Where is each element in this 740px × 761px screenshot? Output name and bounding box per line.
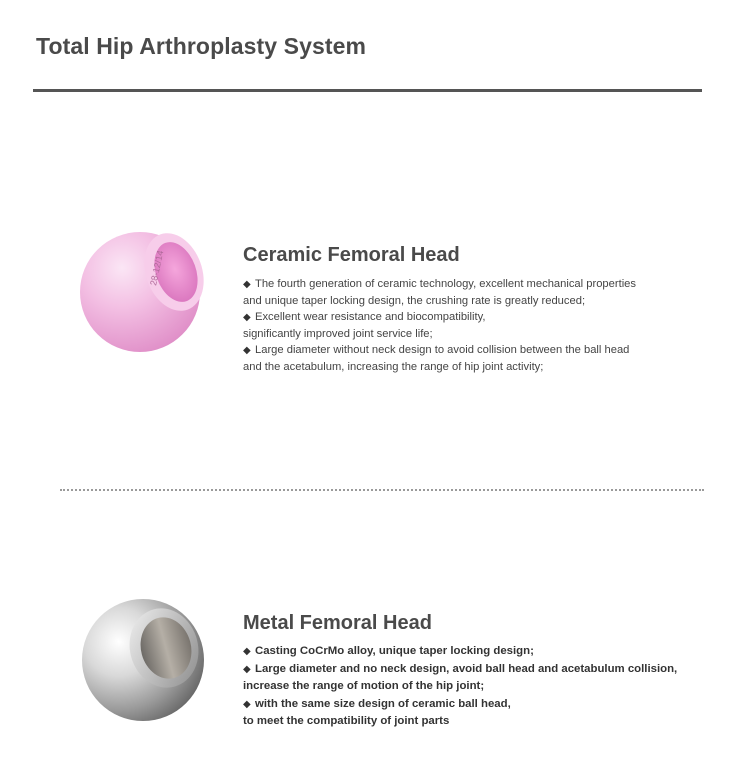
ceramic-engraving: 28-12/14 <box>148 249 166 287</box>
feature-line <box>243 276 693 293</box>
feature-text: Casting CoCrMo alloy, unique taper locking design; <box>255 645 534 657</box>
ceramic-femoral-head-image <box>78 226 206 356</box>
feature-line <box>243 342 693 359</box>
metal-title: Metal Femoral Head <box>243 612 432 634</box>
feature-line <box>243 661 713 679</box>
feature-line <box>243 713 713 731</box>
bullet-icon: ◆ <box>243 663 251 675</box>
feature-line <box>243 643 713 661</box>
feature-text: to meet the compatibility of joint parts <box>243 715 450 727</box>
feature-line <box>243 696 713 714</box>
feature-text: and the acetabulum, increasing the range of hip joint activity; <box>243 361 544 373</box>
feature-line <box>243 309 693 326</box>
feature-text: with the same size design of ceramic ball head, <box>255 697 511 710</box>
feature-text: increase the range of motion of the hip joint; <box>243 680 485 692</box>
bullet-icon: ◆ <box>243 698 251 710</box>
ceramic-title: Ceramic Femoral Head <box>243 244 460 266</box>
bullet-icon: ◆ <box>243 345 251 356</box>
feature-line <box>243 293 693 309</box>
title-rule <box>33 89 702 92</box>
page-title: Total Hip Arthroplasty System <box>36 33 367 59</box>
metal-femoral-head-image <box>80 596 206 724</box>
feature-text: Excellent wear resistance and biocompatibility, <box>255 311 486 323</box>
feature-line <box>243 359 693 375</box>
section-divider <box>60 489 704 491</box>
feature-line <box>243 326 693 342</box>
feature-text: The fourth generation of ceramic technology, excellent mechanical properties <box>255 278 636 290</box>
feature-line <box>243 678 713 696</box>
feature-text: Large diameter and no neck design, avoid ball head and acetabulum collision, <box>255 662 678 675</box>
bullet-icon: ◆ <box>243 279 251 290</box>
bullet-icon: ◆ <box>243 646 251 657</box>
ceramic-feature-list <box>243 276 693 375</box>
metal-feature-list <box>243 643 713 731</box>
feature-text: significantly improved joint service life; <box>243 328 433 340</box>
feature-text: and unique taper locking design, the crushing rate is greatly reduced; <box>243 295 586 307</box>
feature-text: Large diameter without neck design to avoid collision between the ball head <box>255 344 630 356</box>
bullet-icon: ◆ <box>243 312 251 323</box>
